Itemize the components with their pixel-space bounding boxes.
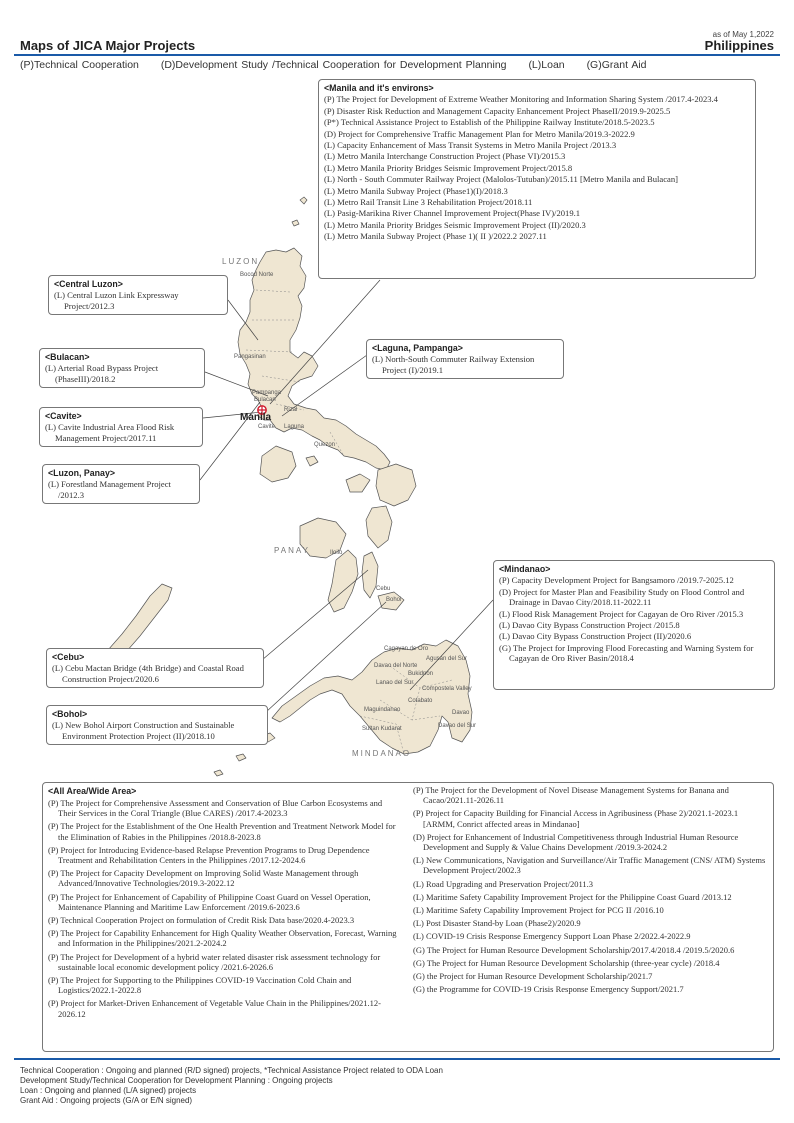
footer-note: Grant Aid : Ongoing projects (G/A or E/N signed) — [20, 1096, 193, 1105]
map-label-rizal: Rizal — [284, 407, 298, 413]
project-item: (P) Disaster Risk Reduction and Management Capacity Enhancement Project PhaseII/2019.9-2025.5 — [324, 105, 671, 116]
project-item: (P*) Technical Assistance Project to Establish of the Philippine Railway Institute/2018.5-2023.5 — [324, 117, 655, 128]
marinduque-island — [306, 456, 318, 466]
map-label-quezon: Quezon — [314, 442, 336, 448]
box-heading: <Central Luzon> — [54, 279, 123, 289]
project-item: (L) New Communications, Navigation and Surveillance/Air Traffic Management (CNS/ ATM) Systems Development Project/2002.3 — [413, 855, 766, 876]
project-item: (L) Post Disaster Stand-by Loan (Phase2)/2020.9 — [413, 918, 581, 929]
project-item: (P) Project for Introducing Evidence-based Relapse Prevention Programs to Drug Dependence Treatment and Rehabilitation Centers in the Philippines /2017.12-2024.6 — [48, 844, 370, 866]
project-item: (G) The Project for Human Resource Development Scholarship (three-year cycle) /2018.4 — [413, 957, 720, 968]
project-item: (L) New Bohol Airport Construction and Sustainable Environment Protection Project (II)/2018.10 — [52, 720, 235, 741]
project-item: (L) Arterial Road Bypass Project (PhaseIII)/2018.2 — [45, 363, 159, 384]
project-item: (L) Road Upgrading and Preservation Project/2011.3 — [413, 878, 594, 889]
map-label-davao-del-norte: Davao del Norte — [374, 663, 418, 669]
project-item: (L) Metro Rail Transit Line 3 Rehabilitation Project/2018.11 — [324, 197, 533, 208]
project-item: (G) the Project for Human Resource Development Scholarship/2021.7 — [413, 971, 653, 982]
masbate-island — [346, 474, 370, 492]
footer-note: Loan : Ongoing and planned (L/A signed) projects — [20, 1086, 197, 1095]
project-item: (L) Capacity Enhancement of Mass Transit Systems in Metro Manila Project /2013.3 — [324, 140, 617, 151]
project-item: (L) Metro Manila Interchange Construction Project (Phase VI)/2015.3 — [324, 151, 566, 162]
map-label-pampanga: Pampanga — [252, 390, 282, 396]
box-heading: <All Area/Wide Area> — [48, 786, 137, 796]
project-item: (P) Capacity Development Project for Bangsamoro /2019.7-2025.12 — [499, 575, 734, 586]
laguna-pampanga-projects-box — [366, 339, 564, 379]
legend-development-study: (D)Development Study /Technical Cooperation for Development Planning — [160, 59, 507, 71]
project-item: (P) Technical Cooperation Project on formulation of Credit Risk Data base/2020.4-2023.3 — [48, 915, 355, 926]
project-item: (P) The Project for Supporting to the Philippines COVID-19 Vaccination Cold Chain and Logistics/2022.1-2022.8 — [48, 975, 352, 996]
project-item: (L) Flood Risk Management Project for Cagayan de Oro River /2015.3 — [499, 608, 744, 619]
sulu-island — [236, 754, 246, 761]
map-label-sultan-kudarat: Sultan Kudarat — [362, 726, 402, 732]
mindanao-projects-box — [493, 560, 775, 690]
project-item: (L) Metro Manila Priority Bridges Seismic Improvement Project (II)/2020.3 — [324, 219, 586, 230]
legend-loan: (L)Loan — [528, 59, 565, 71]
tawi-tawi-island — [214, 770, 223, 776]
footer-notes — [20, 1066, 443, 1106]
project-item: (P) The Project for Capability Enhancement for High Quality Weather Observation, Forecast, Warning and Information in the Philippines/2021.2-2024.2 — [48, 928, 397, 949]
project-item: (L) Davao City Bypass Construction Project (II)/2020.6 — [499, 631, 692, 642]
leyte-island — [366, 506, 392, 548]
map-label-bukidnon: Bukidnon — [408, 671, 434, 677]
map-label-bohol: Bohol — [386, 597, 402, 603]
as-of-date: as of May 1,2022 — [712, 30, 774, 39]
project-item: (P) The Project for Development of Extreme Weather Monitoring and Information Sharing System /2017.4-2023.4 — [324, 94, 718, 105]
samar-island — [376, 464, 416, 506]
region-label-luzon: LUZON — [222, 257, 260, 266]
legend-technical-cooperation: (P)Technical Cooperation — [20, 59, 139, 71]
project-item: (G) the Programme for COVID-19 Crisis Response Emergency Support/2021.7 — [413, 984, 684, 995]
box-heading: <Cebu> — [52, 652, 85, 662]
map-label-davao: Davao — [452, 710, 470, 716]
box-heading: <Cavite> — [45, 411, 82, 421]
project-item: (L) North - South Commuter Railway Project (Malolos-Tutuban)/2015.11 [Metro Manila and Bulacan] — [324, 174, 679, 185]
project-item: (G) The Project for Human Resource Development Scholarship/2017.4/2018.4 /2019.5/2020.6 — [413, 944, 735, 955]
project-item: (L) Metro Manila Subway Project (Phase1)(I)/2018.3 — [324, 185, 508, 196]
wide-area-left-column — [48, 798, 400, 1022]
manila-projects-box — [318, 79, 756, 279]
box-heading: <Bohol> — [52, 709, 88, 719]
project-item: (L) Pasig-Marikina River Channel Improvement Project(Phase IV)/2019.1 — [324, 208, 581, 219]
capital-label-manila: Manila — [240, 412, 272, 423]
footer-rule — [14, 1058, 780, 1060]
project-item: (L) Cavite Industrial Area Flood Risk Management Project/2017.11 — [45, 422, 175, 443]
legend-grant-aid: (G)Grant Aid — [586, 59, 647, 71]
project-item: (P) The Project for Development of a hybrid water related disaster risk assessment technology for sustainable local economic development policy /2021.6-2026.6 — [48, 951, 381, 972]
map-label-cagayan-de-oro: Cagayan de Oro — [384, 646, 429, 652]
map-label-cebu: Cebu — [376, 586, 391, 592]
box-heading: <Laguna, Pampanga> — [372, 343, 463, 353]
map-label-davao-del-sur: Davao del Sur — [438, 723, 477, 729]
map-label-iloilo: Iloilo — [330, 550, 343, 556]
mindoro-island — [260, 446, 296, 482]
project-item: (L) Davao City Bypass Construction Project /2015.8 — [499, 620, 680, 631]
project-item: (L) Metro Manila Subway Project (Phase 1)( II )/2022.2 2027.11 — [324, 231, 547, 242]
project-item: (L) Cebu Mactan Bridge (4th Bridge) and Coastal Road Construction Project/2020.6 — [52, 663, 244, 684]
project-item: (G) The Project for Improving Flood Forecasting and Warning System for Cagayan de Oro River Basin/2018.4 — [499, 642, 754, 664]
project-item: (L) Maritime Safety Capability Improvement Project for the Philippine Coast Guard /2013.12 — [413, 891, 732, 902]
project-item: (P) Project for Market-Driven Enhancement of Vegetable Value Chain in the Philippines/2021.12-2026.12 — [48, 998, 381, 1019]
footer-note: Development Study/Technical Cooperation for Development Planning : Ongoing projects — [20, 1076, 333, 1085]
wide-area-right-column — [413, 785, 769, 997]
region-label-mindanao: MINDANAO — [352, 749, 412, 758]
batanes-island — [300, 197, 307, 204]
negros-island — [328, 550, 358, 612]
country-name: Philippines — [704, 38, 774, 53]
footer-note: Technical Cooperation : Ongoing and planned (R/D signed) projects, *Technical Assistance Project related to ODA Loan — [20, 1066, 443, 1075]
map-label-cavite: Cavite — [258, 424, 276, 430]
map-label-agusan-del-sur: Agusan del Sur — [426, 656, 468, 662]
project-item: (L) North-South Commuter Railway Extension Project (I)/2019.1 — [372, 354, 535, 375]
project-item: (L) Maritime Safety Capability Improvement Project for PCG II /2016.10 — [413, 905, 664, 916]
project-item: (P) The Project for Enhancement of Capability of Philippine Coast Guard on Vessel Operation, Maintenance Planning and Maritime Law Enforcement /2019.6-2023.6 — [48, 891, 371, 912]
box-heading: <Bulacan> — [45, 352, 90, 362]
map-label-cotabato: Cotabato — [408, 698, 433, 704]
project-item: (L) Forestland Management Project /2012.3 — [48, 479, 171, 500]
box-heading: <Manila and it's environs> — [324, 83, 434, 93]
project-item: (D) Project for Comprehensive Traffic Management Plan for Metro Manila/2019.3-2022.9 — [324, 128, 635, 139]
project-item: (P) Project for Capacity Building for Financial Access in Agribusiness (Phase 2)/2021.1-2023.1 [ARMM, Conrict affected areas in Mindanao] — [413, 808, 739, 829]
region-label-panay: PANAY — [274, 546, 310, 555]
box-heading: <Mindanao> — [499, 564, 551, 574]
babuyan-island — [292, 220, 299, 226]
project-item: (D) Project for Enhancement of Industrial Competitiveness through Industrial Human Resource Development and Supply & Value Chains Development /2019.3-2024.2 — [413, 831, 739, 853]
project-item: (P) The Project for the Development of Novel Disease Management Systems for Banana and Cacao/2021.11-2026.11 — [413, 785, 729, 806]
cebu-projects-box — [46, 648, 264, 688]
luzon-panay-projects-box — [42, 464, 200, 504]
map-label-laguna: Laguna — [284, 424, 305, 430]
bulacan-projects-box — [39, 348, 205, 388]
cavite-projects-box — [39, 407, 203, 447]
project-item: (D) Project for Master Plan and Feasibility Study on Flood Control and Drainage in Davao City/2018.11-2022.11 — [499, 586, 745, 608]
project-item: (L) Central Luzon Link Expressway Project/2012.3 — [54, 290, 179, 311]
map-label-bocod-norte: Bocod Norte — [240, 272, 274, 278]
central-luzon-projects-box — [48, 275, 228, 315]
box-heading: <Luzon, Panay> — [48, 468, 115, 478]
map-label-bulacan: Bulacan — [254, 397, 276, 403]
project-item: (L) Metro Manila Priority Bridges Seismic Improvement Project/2015.8 — [324, 162, 573, 173]
project-item: (L) COVID-19 Crisis Response Emergency Support Loan Phase 2/2022.4-2022.9 — [413, 931, 691, 942]
map-label-pangasinan: Pangasinan — [234, 354, 266, 360]
project-item: (P) The Project for the Establishment of the One Health Prevention and Treatment Network Model for the Elimination of Rabies in the Philippines /2018.8-2023.8 — [48, 821, 396, 842]
project-item: (P) The Project for Comprehensive Assessment and Conservation of Blue Carbon Ecosystems and Their Services in the Coral Triangle (Blue CARES) /2017.4-2023.3 — [48, 798, 383, 819]
wide-area-projects-box — [42, 782, 774, 1052]
bohol-projects-box — [46, 705, 268, 745]
map-label-maguindanao: Maguindanao — [364, 707, 401, 713]
page-title: Maps of JICA Major Projects — [20, 38, 196, 53]
project-item: (P) The Project for Capacity Development on Improving Solid Waste Management through Advanced/Innovative Technologies/2019.3-2022.12 — [48, 868, 359, 889]
map-label-compostela-valley: Compostela Valley — [422, 686, 472, 692]
map-label-lanao-del-sur: Lanao del Sur — [376, 680, 414, 686]
